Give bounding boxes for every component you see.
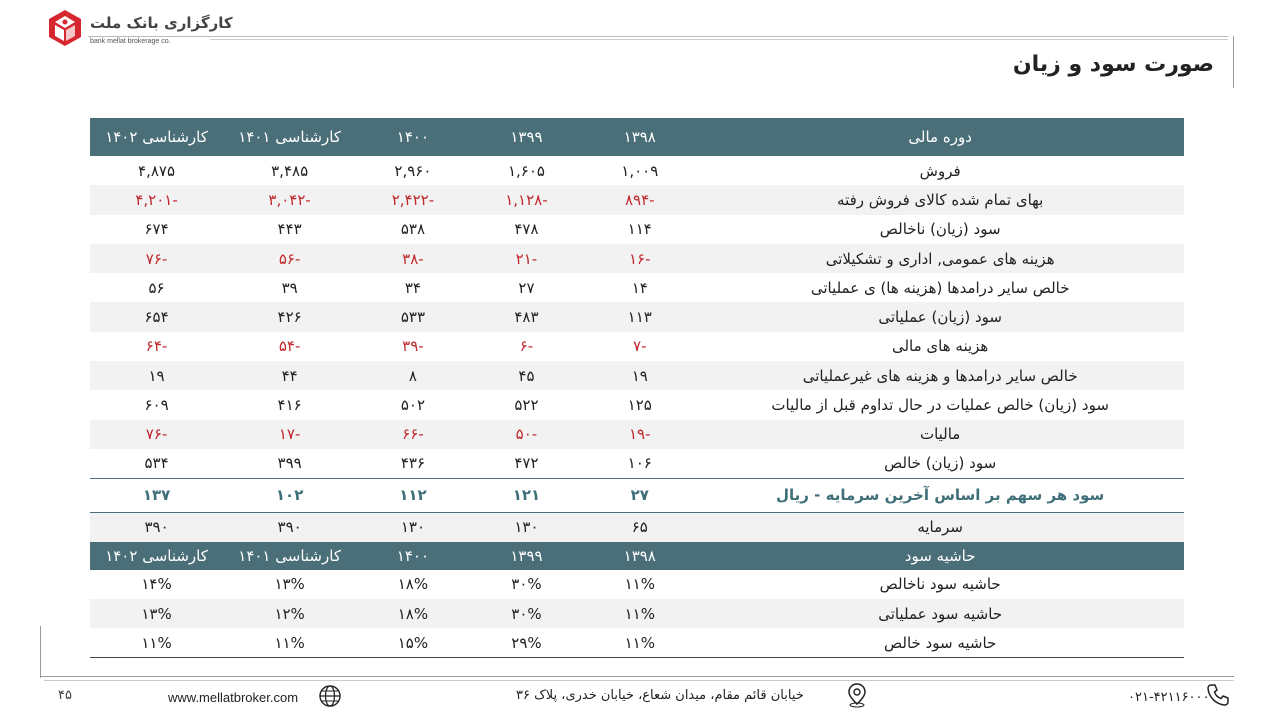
page-title: صورت سود و زیان bbox=[1012, 52, 1214, 77]
row-label: هزینه های مالی bbox=[891, 337, 989, 356]
cell-value: ۴۱۶ bbox=[277, 396, 302, 415]
cell-value: ۱۳۰ bbox=[356, 512, 470, 541]
cell-value: -۷۶ bbox=[90, 244, 223, 273]
cell-value: ۳۹۰ bbox=[223, 512, 356, 541]
footer-divider-secondary bbox=[44, 680, 1234, 681]
column-header: ۱۴۰۰ bbox=[356, 542, 470, 570]
cell-value: ۱۰۶ bbox=[627, 454, 652, 473]
cell-value: ۶۷۴ bbox=[144, 220, 169, 239]
cell-value: ۱۱% bbox=[583, 599, 696, 628]
company-logo bbox=[46, 8, 233, 50]
map-pin-icon bbox=[846, 682, 868, 708]
cell-value: -۶ bbox=[519, 337, 534, 356]
row-label: خالص سایر درامدها و هزینه های غیرعملیاتی bbox=[696, 361, 1184, 390]
cell-value: ۱۱۲ bbox=[356, 478, 470, 512]
row-label: سود (زیان) عملیاتی bbox=[696, 302, 1184, 331]
cell-value: -۵۰ bbox=[470, 420, 584, 449]
cell-value: ۱۳% bbox=[90, 599, 223, 628]
cell-value: ۳۹ bbox=[281, 278, 298, 297]
column-header: ۱۳۹۸ bbox=[583, 542, 696, 570]
cell-value: -۱,۱۲۸ bbox=[470, 185, 584, 214]
cell-value: ۱۲۱ bbox=[470, 478, 584, 512]
column-header: کارشناسی ۱۴۰۲ bbox=[90, 118, 223, 156]
cell-value: ۵۰۲ bbox=[400, 396, 425, 415]
cell-value: ۸ bbox=[356, 361, 470, 390]
column-header: کارشناسی ۱۴۰۱ bbox=[223, 118, 356, 156]
row-label: سود (زیان) ناخالص bbox=[879, 220, 1001, 239]
cell-value: -۸۹۴ bbox=[583, 185, 696, 214]
logo-title: کارگزاری بانک ملت bbox=[90, 14, 233, 32]
cell-value: -۲,۴۲۲ bbox=[356, 185, 470, 214]
cell-value: -۳,۰۴۲ bbox=[223, 185, 356, 214]
cell-value: ۱۸% bbox=[356, 599, 470, 628]
cell-value: ۴۴ bbox=[223, 361, 356, 390]
cell-value: ۶۰۹ bbox=[144, 396, 169, 415]
cell-value: -۶۶ bbox=[356, 420, 470, 449]
header-divider-secondary bbox=[210, 39, 1228, 40]
row-label: هزینه های عمومی, اداری و تشکیلاتی bbox=[696, 244, 1184, 273]
table-row bbox=[90, 512, 1184, 541]
row-label: حاشیه سود ناخالص bbox=[879, 575, 1001, 594]
cell-value: ۱۳۰ bbox=[470, 512, 584, 541]
column-header: ۱۳۹۸ bbox=[583, 118, 696, 156]
address-text: خیابان قائم مقام، میدان شعاع، خیابان خدری، پلاک ۳۶ bbox=[516, 688, 804, 703]
cell-value: ۴۷۸ bbox=[514, 220, 539, 239]
cell-value: ۴۴۳ bbox=[277, 220, 302, 239]
cell-value: -۳۹ bbox=[402, 337, 424, 356]
cell-value: ۵۶ bbox=[148, 278, 165, 297]
cell-value: ۲۷ bbox=[518, 278, 535, 297]
table-row bbox=[90, 449, 1184, 478]
cell-value: ۳۹۰ bbox=[90, 512, 223, 541]
column-header: ۱۳۹۹ bbox=[470, 542, 584, 570]
cell-value: ۲۹% bbox=[470, 628, 584, 657]
row-label: مالیات bbox=[696, 420, 1184, 449]
cell-value: -۲۱ bbox=[470, 244, 584, 273]
page-number: ۴۵ bbox=[58, 688, 72, 703]
row-label: سود (زیان) خالص bbox=[884, 454, 997, 473]
cell-value: ۴۲۶ bbox=[223, 302, 356, 331]
column-header: کارشناسی ۱۴۰۲ bbox=[90, 542, 223, 570]
row-label: حاشیه سود خالص bbox=[696, 628, 1184, 657]
table-row bbox=[90, 156, 1184, 185]
cell-value: ۱۲% bbox=[223, 599, 356, 628]
cell-value: ۱۱۳ bbox=[583, 302, 696, 331]
column-header: حاشیه سود bbox=[696, 542, 1184, 570]
table-row bbox=[90, 273, 1184, 302]
table-row bbox=[90, 390, 1184, 419]
cube-logo-icon bbox=[46, 8, 84, 48]
cell-value: ۱۴ bbox=[631, 278, 648, 297]
cell-value: -۳۸ bbox=[356, 244, 470, 273]
logo-subtitle: bank mellat brokerage co. bbox=[90, 38, 171, 45]
cell-value: ۳۰% bbox=[470, 599, 584, 628]
table-row bbox=[90, 478, 1184, 512]
table-row bbox=[90, 185, 1184, 214]
phone-icon bbox=[1205, 682, 1231, 708]
table-row bbox=[90, 570, 1184, 599]
cell-value: ۱۱% bbox=[583, 628, 696, 657]
cell-value: -۶۴ bbox=[145, 337, 168, 356]
frame-left-bar bbox=[40, 626, 41, 678]
table-row bbox=[90, 215, 1184, 244]
website-link[interactable]: www.mellatbroker.com bbox=[168, 690, 299, 705]
cell-value: ۳۰% bbox=[511, 575, 542, 594]
globe-icon bbox=[318, 684, 342, 708]
cell-value: ۱۰۲ bbox=[223, 478, 356, 512]
row-label: سرمایه bbox=[696, 512, 1184, 541]
cell-value: ۴۷۲ bbox=[514, 454, 539, 473]
cell-value: ۱۳% bbox=[274, 575, 305, 594]
row-label: سود هر سهم بر اساس آخرین سرمایه - ریال bbox=[696, 478, 1184, 512]
cell-value: -۱۶ bbox=[583, 244, 696, 273]
cell-value: ۳۴ bbox=[404, 278, 421, 297]
footer-divider bbox=[40, 676, 1234, 677]
cell-value: ۳۹۹ bbox=[277, 454, 302, 473]
cell-value: ۱۳۷ bbox=[90, 478, 223, 512]
frame-right-bar bbox=[1233, 36, 1234, 88]
table-row bbox=[90, 599, 1184, 628]
cell-value: ۲,۹۶۰ bbox=[394, 161, 432, 180]
cell-value: ۵۳۴ bbox=[144, 454, 169, 473]
cell-value: ۱۴% bbox=[141, 575, 172, 594]
cell-value: ۵۳۸ bbox=[400, 220, 425, 239]
cell-value: ۱۱% bbox=[624, 575, 655, 594]
table-row bbox=[90, 420, 1184, 449]
header-divider bbox=[88, 36, 1228, 37]
cell-value: -۱۹ bbox=[583, 420, 696, 449]
cell-value: -۱۷ bbox=[223, 420, 356, 449]
table-row bbox=[90, 361, 1184, 390]
cell-value: ۳,۴۸۵ bbox=[271, 161, 309, 180]
cell-value: ۲۷ bbox=[583, 478, 696, 512]
cell-value: ۱۱% bbox=[90, 628, 223, 657]
cell-value: -۷۶ bbox=[90, 420, 223, 449]
cell-value: ۵۲۲ bbox=[514, 396, 539, 415]
column-header: ۱۳۹۹ bbox=[470, 118, 584, 156]
cell-value: -۵۴ bbox=[278, 337, 301, 356]
cell-value: -۵۶ bbox=[223, 244, 356, 273]
row-label: سود (زیان) خالص عملیات در حال تداوم قبل از مالیات bbox=[771, 396, 1109, 415]
cell-value: ۴,۸۷۵ bbox=[138, 161, 176, 180]
column-header: دوره مالی bbox=[696, 118, 1184, 156]
cell-value: ۱,۰۰۹ bbox=[621, 161, 659, 180]
column-header: کارشناسی ۱۴۰۱ bbox=[223, 542, 356, 570]
table-row bbox=[90, 302, 1184, 331]
cell-value: ۱۹ bbox=[90, 361, 223, 390]
table-header-row bbox=[90, 118, 1184, 156]
cell-value: ۶۵ bbox=[583, 512, 696, 541]
row-label: حاشیه سود عملیاتی bbox=[696, 599, 1184, 628]
cell-value: -۷ bbox=[633, 337, 647, 356]
column-header: ۱۴۰۰ bbox=[356, 118, 470, 156]
cell-value: ۱,۶۰۵ bbox=[507, 161, 545, 180]
row-label: بهای تمام شده کالای فروش رفته bbox=[696, 185, 1184, 214]
cell-value: ۱۹ bbox=[583, 361, 696, 390]
cell-value: ۱۸% bbox=[397, 575, 429, 594]
cell-value: ۴۵ bbox=[470, 361, 584, 390]
row-label: فروش bbox=[919, 161, 961, 180]
row-label: خالص سایر درامدها (هزینه ها) ی عملیاتی bbox=[810, 278, 1070, 297]
cell-value: ۶۵۴ bbox=[90, 302, 223, 331]
cell-value: ۱۵% bbox=[356, 628, 470, 657]
table-row bbox=[90, 332, 1184, 361]
table-row bbox=[90, 244, 1184, 273]
cell-value: -۴,۲۰۱ bbox=[90, 185, 223, 214]
cell-value: ۴۸۳ bbox=[470, 302, 584, 331]
cell-value: ۱۲۵ bbox=[627, 396, 652, 415]
income-statement-table bbox=[90, 118, 1184, 658]
table-header-row bbox=[90, 542, 1184, 570]
cell-value: ۱۱۴ bbox=[627, 220, 652, 239]
cell-value: ۱۱% bbox=[223, 628, 356, 657]
table-row bbox=[90, 628, 1184, 657]
phone-number: ۰۲۱-۴۲۱۱۶۰۰۰ bbox=[1128, 690, 1210, 705]
cell-value: ۴۳۶ bbox=[400, 454, 425, 473]
cell-value: ۵۳۳ bbox=[356, 302, 470, 331]
